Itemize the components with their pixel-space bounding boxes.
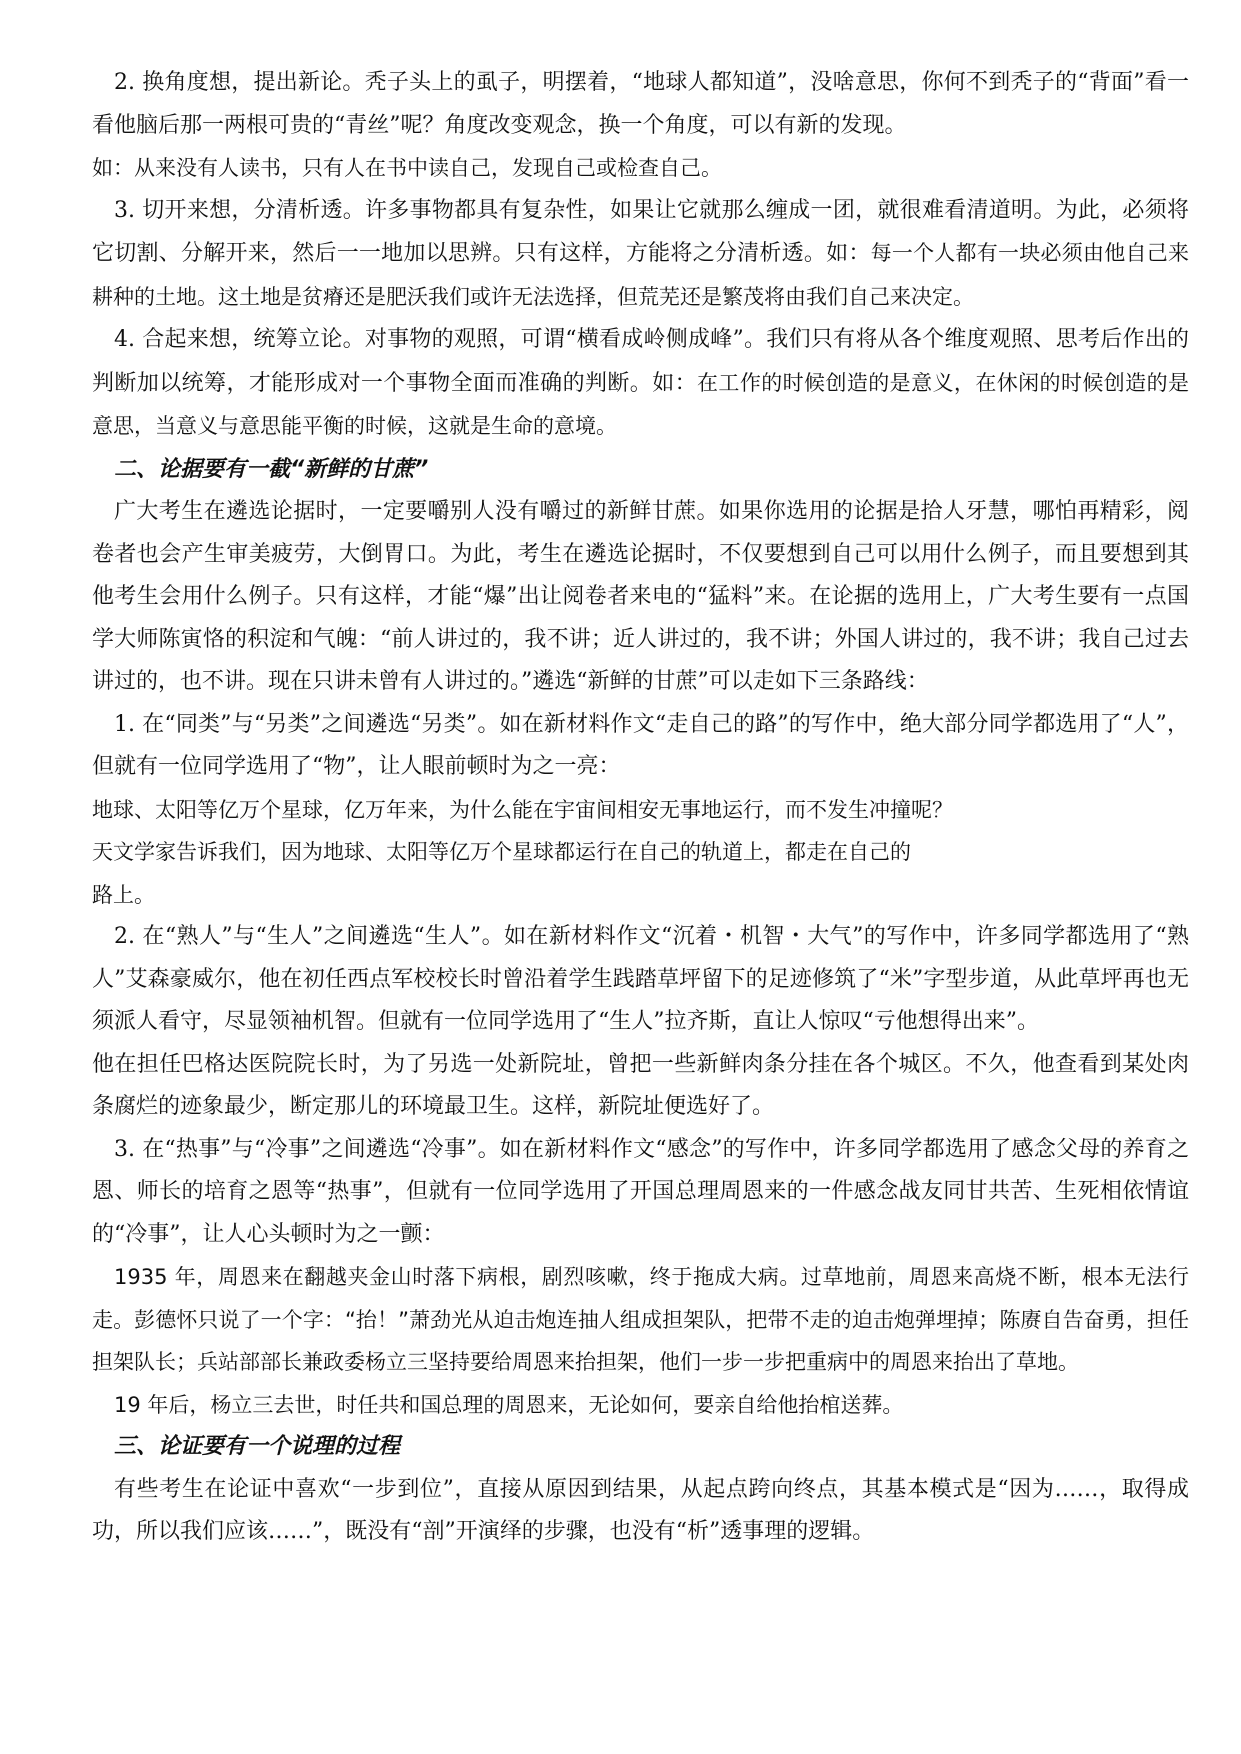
heading-quoted-text: “新鲜的甘蔗” (290, 456, 429, 482)
section-heading-argument: 三、论证要有一个说理的过程 (114, 1434, 401, 1459)
section-heading-evidence (92, 449, 1189, 492)
example-text: 每一个人都有一块必须由他自己来耕种的土地。这土地是贫瘠还是肥沃我们或许无法选择，但荒芜还是繁茂将由我们自己来决定。 (92, 241, 1190, 309)
paragraph-argument-intro: 有些考生在论证中喜欢“一步到位”，直接从原因到结果，从起点跨向终点，其基本模式是“因为……，取得成功，所以我们应该……”，既没有“剖”开演绎的步骤，也没有“析”透事理的逻辑。 (92, 1476, 1189, 1544)
paragraph-route-3: 3. 在“热事”与“冷事”之间遴选“冷事”。如在新材料作文“感念”的写作中，许多同学都选用了感念父母的养育之恩、师长的培育之恩等“热事”，但就有一位同学选用了开国总理周恩来的一件感念战友同甘共苦、生死相依情谊的“冷事”，让人心头顿时为之一颤： (92, 1136, 1189, 1247)
example-text: 在工作的时候创造的是意义，在休闲的时候创造的是意思，当意义与意思能平衡的时候，这就是生命的意境。 (92, 370, 1189, 438)
paragraph-angle-change (92, 62, 1189, 147)
paragraph-evidence-intro: 广大考生在遴选论据时，一定要嚼别人没有嚼过的新鲜甘蔗。如果你选用的论据是拾人牙慧，哪怕再精彩，阅卷者也会产生审美疲劳，大倒胃口。为此，考生在遴选论据时，不仅要想到自己可以用什么例子，而且要想到其他考生会用什么例子。只有这样，才能“爆”出让阅卷者来电的“猛料”来。在论据的选用上，广大考生要有一点国学大师陈寅恪的积淀和气魄：“前人讲过的，我不讲；近人讲过的，我不讲；外国人讲过的，我不讲；我自己过去讲过的，也不讲。现在只讲未曾有人讲过的。”遴选“新鲜的甘蔗”可以走如下三条路线： (92, 499, 1189, 694)
paragraph-route-3-example: 1935 年，周恩来在翻越夹金山时落下病根，剧烈咳嗽，终于拖成大病。过草地前，周恩来高烧不断，根本无法行走。彭德怀只说了一个字：“抬！”萧劲光从迫击炮连抽人组成担架队，把带不走的迫击炮弹埋掉；陈赓自告奋勇，担任担架队长；兵站部部长兼政委杨立三坚持要给周恩来抬担架，他们一步一步把重病中的周恩来抬出了草地。 (92, 1265, 1189, 1374)
paragraph-combine (92, 319, 1189, 449)
paragraph-text: 3. 切开来想，分清析透。许多事物都具有复杂性，如果让它就那么缠成一团，就很难看清道明。为此，必须将它切割、分解开来，然后一一地加以思辨。只有这样，方能将之分清析透。如： (92, 197, 1189, 266)
quote-line: 路上。 (92, 882, 155, 907)
example-text: 如：从来没有人读书，只有人在书中读自己，发现自己或检查自己。 (92, 156, 722, 180)
paragraph-route-3-conclusion: 19 年后，杨立三去世，时任共和国总理的周恩来，无论如何，要亲自给他抬棺送葬。 (114, 1392, 904, 1417)
document-page (92, 62, 1189, 1554)
paragraph-route-1: 1. 在“同类”与“另类”之间遴选“另类”。如在新材料作文“走自己的路”的写作中，绝大部分同学都选用了“人”，但就有一位同学选用了“物”，让人眼前顿时为之一亮： (92, 711, 1189, 779)
quote-line: 天文学家告诉我们，因为地球、太阳等亿万个星球都运行在自己的轨道上，都走在自己的 (92, 840, 911, 864)
heading-text: 二、论据要有一截 (114, 456, 291, 482)
paragraph-text: 2. 换角度想，提出新论。秃子头上的虱子，明摆着，“地球人都知道”，没啥意思，你何不到秃子的“背面”看一看他脑后那一两根可贵的“青丝”呢？角度改变观念，换一个角度，可以有新的发现。 (92, 70, 1189, 138)
paragraph-route-2-example: 他在担任巴格达医院院长时，为了另选一处新院址，曾把一些新鲜肉条分挂在各个城区。不久，他查看到某处肉条腐烂的迹象最少，断定那儿的环境最卫生。这样，新院址便选好了。 (92, 1051, 1189, 1119)
quote-line: 地球、太阳等亿万个星球，亿万年来，为什么能在宇宙间相安无事地运行，而不发生冲撞呢？ (92, 797, 953, 822)
paragraph-route-2: 2. 在“熟人”与“生人”之间遴选“生人”。如在新材料作文“沉着・机智・大气”的写作中，许多同学都选用了“熟人”艾森豪威尔，他在初任西点军校校长时曾沿着学生践踏草坪留下的足迹修筑了“米”字型步道，从此草坪再也无须派人看守，尽显领袖机智。但就有一位同学选用了“生人”拉齐斯，直让人惊叹“亏他想得出来”。 (92, 924, 1189, 1034)
paragraph-cut-apart (92, 190, 1189, 320)
paragraph-text: 4. 合起来想，统筹立论。对事物的观照，可谓“横看成岭侧成峰”。我们只有将从各个维度观照、思考后作出的判断加以统筹，才能形成对一个事物全面而准确的判断。如： (92, 327, 1189, 396)
